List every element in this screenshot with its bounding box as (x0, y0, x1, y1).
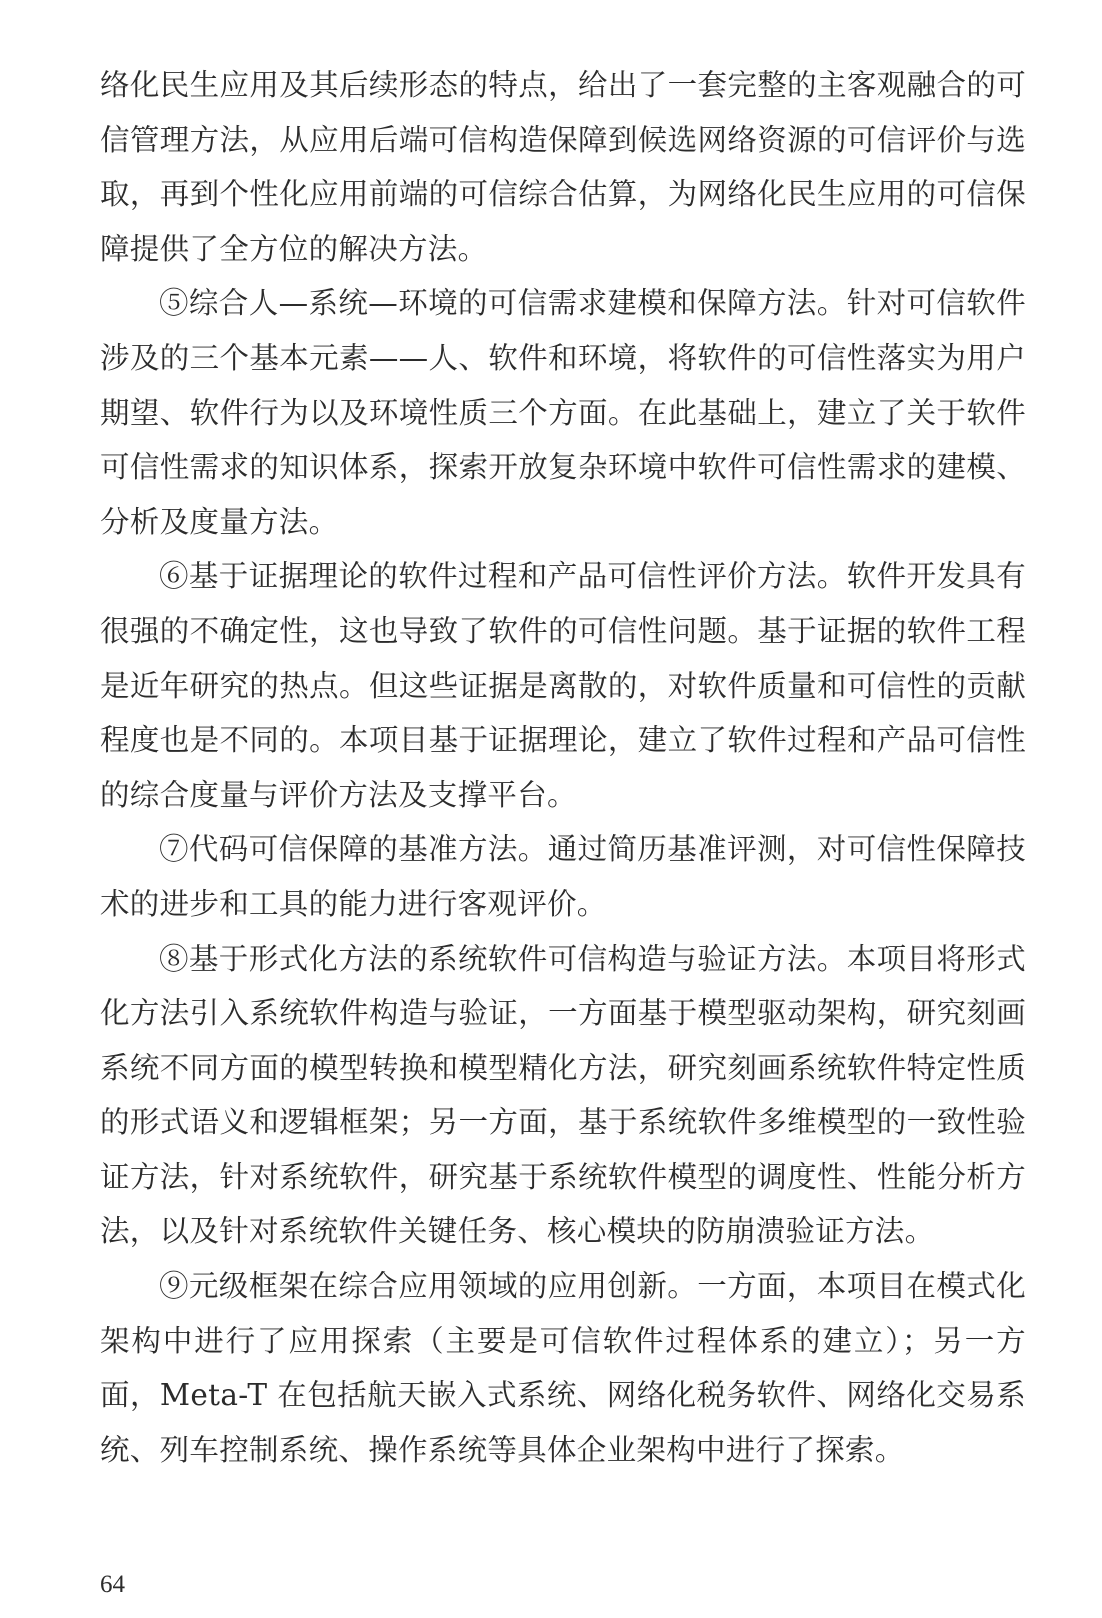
body-text (100, 58, 1026, 1477)
paragraph-item-7: ⑦代码可信保障的基准方法。通过简历基准评测，对可信性保障技术的进步和工具的能力进行客观评价。 (100, 832, 1026, 921)
paragraph-item-5: ⑤综合人—系统—环境的可信需求建模和保障方法。针对可信软件涉及的三个基本元素——人、软件和环境，将软件的可信性落实为用户期望、软件行为以及环境性质三个方面。在此基础上，建立了关于软件可信性需求的知识体系，探索开放复杂环境中软件可信性需求的建模、分析及度量方法。 (100, 286, 1026, 539)
paragraph-item-8: ⑧基于形式化方法的系统软件可信构造与验证方法。本项目将形式化方法引入系统软件构造与验证，一方面基于模型驱动架构，研究刻画系统不同方面的模型转换和模型精化方法，研究刻画系统软件特定性质的形式语义和逻辑框架；另一方面，基于系统软件多维模型的一致性验证方法，针对系统软件，研究基于系统软件模型的调度性、性能分析方法，以及针对系统软件关键任务、核心模块的防崩溃验证方法。 (100, 941, 1026, 1249)
page-number: 64 (100, 1571, 125, 1598)
paragraph-item-9: ⑨元级框架在综合应用领域的应用创新。一方面，本项目在模式化架构中进行了应用探索（主要是可信软件过程体系的建立）；另一方面，Meta-T 在包括航天嵌入式系统、网络化税务软件、网络化交易系统、列车控制系统、操作系统等具体企业架构中进行了探索。 (100, 1269, 1026, 1467)
paragraph-item-6: ⑥基于证据理论的软件过程和产品可信性评价方法。软件开发具有很强的不确定性，这也导致了软件的可信性问题。基于证据的软件工程是近年研究的热点。但这些证据是离散的，对软件质量和可信性的贡献程度也是不同的。本项目基于证据理论，建立了软件过程和产品可信性的综合度量与评价方法及支撑平台。 (100, 559, 1026, 812)
paragraph-continued: 络化民生应用及其后续形态的特点，给出了一套完整的主客观融合的可信管理方法，从应用后端可信构造保障到候选网络资源的可信评价与选取，再到个性化应用前端的可信综合估算，为网络化民生应用的可信保障提供了全方位的解决方法。 (100, 68, 1026, 266)
